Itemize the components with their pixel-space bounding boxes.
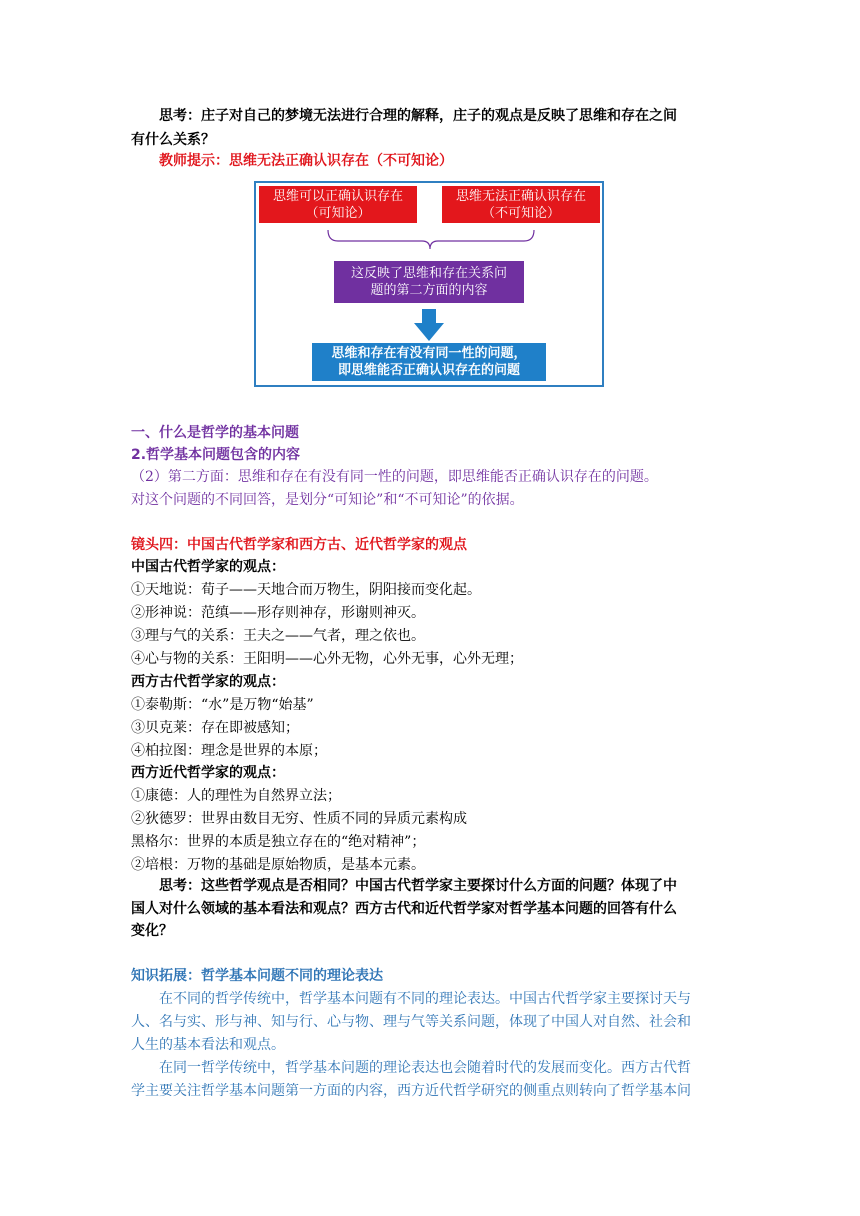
knowledge-para1-line1: 在不同的哲学传统中，哲学基本问题有不同的理论表达。中国古代哲学家主要探讨天与 — [159, 991, 691, 1007]
section1-heading: 一、什么是哲学的基本问题 — [131, 425, 299, 441]
western-ancient-item-3: ④柏拉图：理念是世界的本原； — [131, 743, 327, 759]
section1-line2: 对这个问题的不同回答，是划分“可知论”和“不可知论”的依据。 — [131, 492, 524, 508]
chinese-item-3: ③理与气的关系：王夫之——气者，理之依也。 — [131, 628, 425, 644]
bottom-box-identity-question — [312, 343, 546, 381]
western-modern-heading: 西方近代哲学家的观点： — [131, 765, 285, 781]
chinese-item-2: ②形神说：范缜——形存则神存，形谢则神灭。 — [131, 605, 425, 621]
western-ancient-item-2: ③贝克莱：存在即被感知； — [131, 720, 299, 736]
bottom-box-line2: 即思维能否正确认识存在的问题 — [337, 363, 520, 378]
brace-connector — [328, 230, 534, 249]
right-box-line2: （不可知论） — [481, 205, 560, 221]
think2-line3: 变化？ — [131, 923, 173, 939]
western-ancient-item-1: ①泰勒斯：“水”是万物“始基” — [131, 697, 314, 713]
right-box-unknowable — [442, 186, 600, 223]
chinese-heading: 中国古代哲学家的观点： — [131, 559, 285, 575]
knowledge-para2-line2: 学主要关注哲学基本问题第一方面的内容，西方近代哲学研究的侧重点则转向了哲学基本问 — [131, 1083, 691, 1099]
think2-line1: 思考：这些哲学观点是否相同？中国古代哲学家主要探讨什么方面的问题？体现了中 — [159, 878, 677, 894]
western-modern-item-1: ①康德：人的理性为自然界立法； — [131, 788, 341, 804]
think1-line1: 思考：庄子对自己的梦境无法进行合理的解释，庄子的观点是反映了思维和存在之间 — [159, 108, 677, 124]
right-box-line1: 思维无法正确认识存在 — [455, 188, 586, 204]
knowledge-para1-line2: 人、名与实、形与神、知与行、心与物、理与气等关系问题，体现了中国人对自然、社会和 — [131, 1014, 691, 1030]
left-box-knowable — [259, 186, 417, 223]
section1-line1: （2）第二方面：思维和存在有没有同一性的问题，即思维能否正确认识存在的问题。 — [131, 469, 658, 485]
chinese-item-4: ④心与物的关系：王阳明——心外无物，心外无事，心外无理； — [131, 651, 523, 667]
chinese-item-1: ①天地说：荀子——天地合而万物生，阴阳接而变化起。 — [131, 582, 481, 598]
teacher-hint: 教师提示：思维无法正确认识存在（不可知论） — [159, 153, 453, 169]
bottom-box-line1: 思维和存在有没有同一性的问题， — [331, 346, 527, 361]
western-ancient-heading: 西方古代哲学家的观点： — [131, 674, 285, 690]
western-modern-item-4: ②培根：万物的基础是原始物质，是基本元素。 — [131, 857, 425, 873]
middle-box-line1: 这反映了思维和存在关系问 — [350, 266, 507, 281]
left-box-line1: 思维可以正确认识存在 — [272, 188, 403, 204]
knowledge-para1-line3: 人生的基本看法和观点。 — [131, 1037, 285, 1053]
lens4-heading: 镜头四：中国古代哲学家和西方古、近代哲学家的观点 — [131, 537, 467, 553]
western-modern-item-3: 黑格尔：世界的本质是独立存在的“绝对精神”； — [131, 834, 426, 850]
knowability-diagram — [254, 181, 604, 387]
knowledge-para2-line1: 在同一哲学传统中，哲学基本问题的理论表达也会随着时代的发展而变化。西方古代哲 — [159, 1060, 691, 1076]
left-box-line2: （可知论） — [305, 205, 371, 221]
western-modern-item-2: ②狄德罗：世界由数目无穷、性质不同的异质元素构成 — [131, 811, 467, 827]
think1-line2: 有什么关系？ — [131, 132, 215, 148]
arrow-shaft — [422, 309, 436, 323]
knowledge-heading: 知识拓展：哲学基本问题不同的理论表达 — [131, 968, 383, 984]
middle-box-second-aspect — [334, 261, 524, 303]
middle-box-line2: 题的第二方面的内容 — [370, 283, 488, 298]
think2-line2: 国人对什么领域的基本看法和观点？西方古代和近代哲学家对哲学基本问题的回答有什么 — [131, 901, 677, 917]
down-arrow-icon — [414, 323, 444, 341]
section1-subheading: 2.哲学基本问题包含的内容 — [131, 447, 301, 463]
